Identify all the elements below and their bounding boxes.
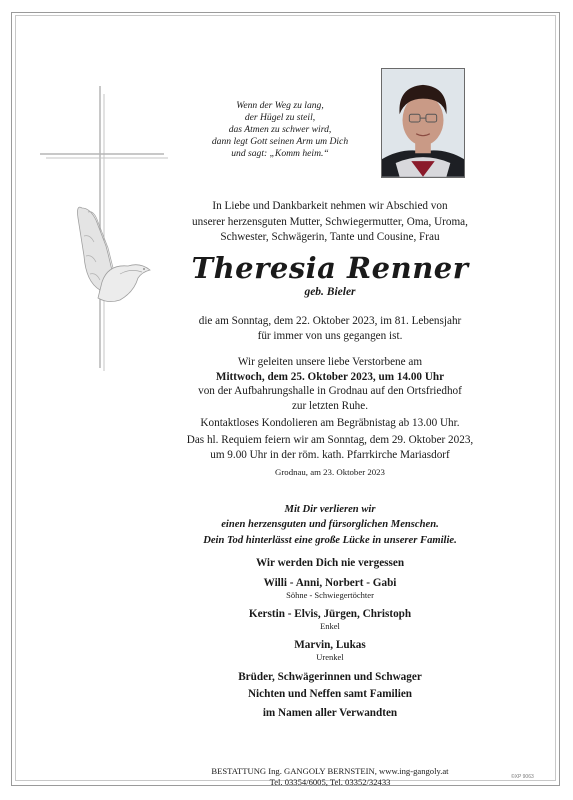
place-date: Grodnau, am 23. Oktober 2023 [275,467,385,477]
family-group [160,576,500,600]
quote-line: Mit Dir verlieren wir [284,504,376,515]
death-line: die am Sonntag, dem 22. Oktober 2023, im 81. Lebensjahr [198,315,462,327]
condolence-note: Kontaktloses Kondolieren am Begräbnistag ab 13.00 Uhr. [200,417,460,429]
family-names: Willi - Anni, Norbert - Gabi [263,577,397,589]
poem-line: dann legt Gott seinen Arm um Dich [211,136,349,147]
deceased-name: Theresia Renner [191,251,469,285]
intro-text [160,199,500,246]
portrait-photo [381,68,465,178]
poem-line: das Atmen zu schwer wird, [228,124,332,135]
memorial-quote [160,502,500,548]
intro-line: Schwester, Schwägerin, Tante und Cousine, Frau [220,231,440,244]
funeral-date: Mittwoch, dem 25. Oktober 2023, um 14.00 Uhr [215,370,445,383]
quote-line: Dein Tod hinterlässt eine große Lücke in unserer Familie. [203,534,457,546]
all-relatives: im Namen aller Verwandten [262,707,398,719]
family-group [160,638,500,662]
poem-line: der Hügel zu steil, [244,112,316,123]
relatives-line: Brüder, Schwägerinnen und Schwager [238,671,422,683]
quote-line: einen herzensguten und fürsorglichen Menschen. [221,519,439,531]
relatives-line: Nichten und Neffen samt Familien [247,688,413,700]
family-relation: Enkel [320,621,340,631]
cross-icon [40,86,168,371]
relatives [160,669,500,703]
requiem-line: Das hl. Requiem feiern wir am Sonntag, dem 29. Oktober 2023, [186,434,474,446]
footer-line: Tel. 03354/6005, Tel. 03352/32433 [269,776,391,787]
funeral-line: Wir geleiten unsere liebe Verstorbene am [237,356,423,368]
death-line: für immer von uns gegangen ist. [257,330,403,342]
funeral-line: von der Aufbahrungshalle in Grodnau auf den Ortsfriedhof [198,385,462,398]
family-names: Kerstin - Elvis, Jürgen, Christoph [248,608,412,620]
funeral-info [160,355,500,413]
requiem-line: um 9.00 Uhr in der röm. kath. Pfarrkirche Mariasdorf [210,448,450,461]
poem [200,100,360,160]
requiem-info [160,433,500,462]
cross-graphic [38,86,168,371]
intro-line: unserer herzensguten Mutter, Schwiegermutter, Oma, Uroma, [192,215,468,228]
never-forget-heading: Wir werden Dich nie vergessen [255,557,405,569]
funeral-line: zur letzten Ruhe. [291,399,369,412]
portrait-image [382,69,464,177]
footer-line: BESTATTUNG Ing. GANGOLY BERNSTEIN, www.ing-gangoly.at [211,766,449,776]
poem-line: und sagt: „Komm heim.“ [231,148,329,159]
death-notice [160,314,500,344]
family-names: Marvin, Lukas [294,639,366,651]
family-relation: Söhne - Schwiegertöchter [286,590,374,600]
maiden-name: geb. Bieler [304,286,356,298]
family-relation: Urenkel [316,652,344,662]
template-code: ©XP 9063 [511,774,534,780]
family-group [160,607,500,631]
poem-line: Wenn der Weg zu lang, [236,100,324,111]
funeral-home-footer [160,766,500,787]
intro-line: In Liebe und Dankbarkeit nehmen wir Abschied von [212,200,448,212]
